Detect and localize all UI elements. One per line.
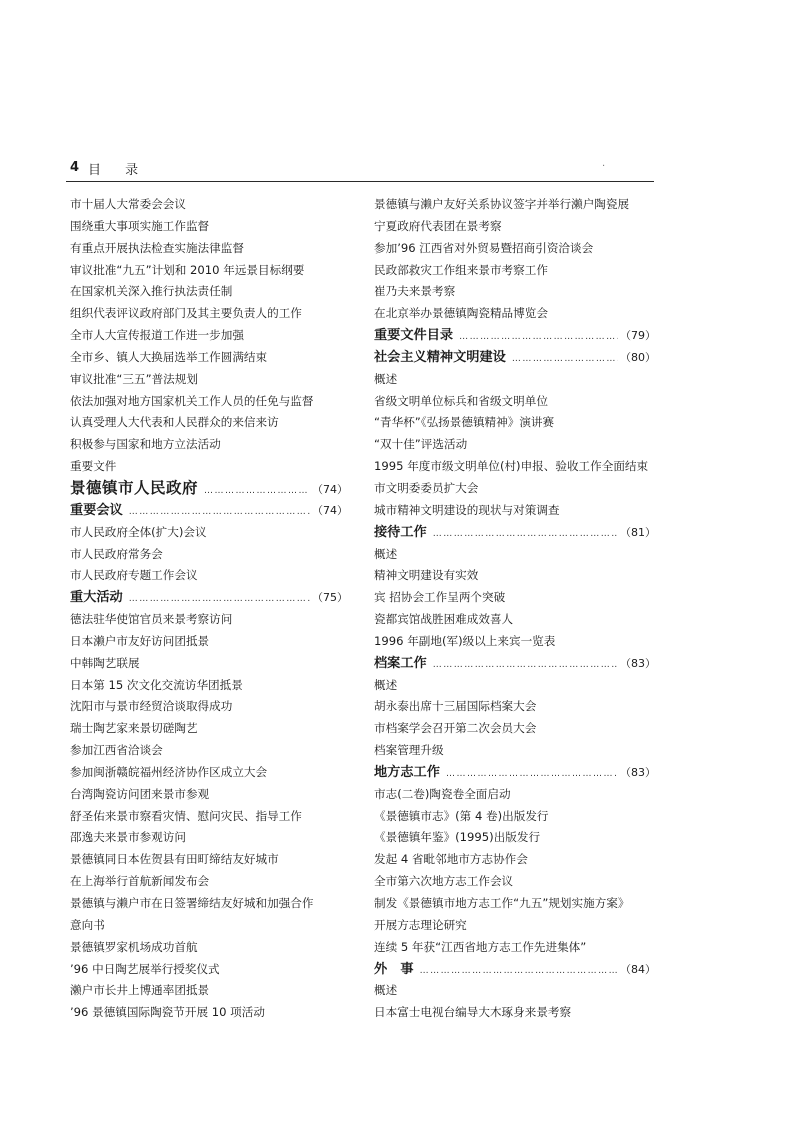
toc-entry: 1995 年度市级文明单位(村)申报、验收工作全面结束	[374, 459, 649, 474]
toc-entry: 参加闽浙赣皖福州经济协作区成立大会	[70, 764, 268, 779]
section-page-number: （74）	[312, 503, 348, 517]
toc-entry: 《景德镇年鉴》(1995)出版发行	[374, 830, 541, 845]
toc-entry: 在北京举办景德镇陶瓷精品博览会	[374, 306, 548, 321]
dot-leader	[204, 481, 310, 500]
toc-entry: 制发《景德镇市地方志工作“九五”规划实施方案》	[374, 896, 630, 910]
dot-leader	[446, 764, 618, 784]
toc-section-heading	[374, 347, 656, 369]
toc-entry: 连续 5 年获“江西省地方志工作先进集体”	[374, 939, 587, 954]
toc-section-heading	[374, 959, 656, 981]
section-page-number: （84）	[620, 962, 656, 976]
toc-section-heading	[374, 653, 656, 675]
page-number: 4	[70, 160, 80, 175]
toc-entry: 舒圣佑来景市察看灾情、慰问灾民、指导工作	[70, 808, 302, 823]
toc-entry: 省级文明单位标兵和省级文明单位	[374, 393, 548, 408]
toc-entry: 意向书	[70, 917, 105, 932]
toc-right-column	[374, 194, 656, 1024]
toc-entry: 依法加强对地方国家机关工作人员的任免与监督	[70, 393, 314, 408]
toc-entry: 濑户市长井上博通率团抵景	[70, 983, 210, 998]
toc-entry: 市档案学会召开第二次会员大会	[374, 721, 537, 736]
section-page-number: （74）	[312, 482, 348, 496]
toc-entry: 审议批准“三五”普法规划	[70, 371, 198, 386]
toc-entry: 参加’96 江西省对外贸易暨招商引资洽谈会	[374, 240, 594, 255]
toc-entry: 景德镇与濑户友好关系协议签字并举行濑户陶瓷展	[374, 197, 630, 211]
toc-entry: “青华杯”《弘扬景德镇精神》演讲赛	[374, 415, 555, 430]
toc-entry: 宁夏政府代表团在景考察	[374, 218, 502, 233]
toc-entry: 概述	[374, 983, 398, 998]
toc-major-heading	[70, 478, 348, 500]
section-title: 接待工作	[374, 524, 427, 540]
toc-entry: 在上海举行首航新闻发布会	[70, 874, 210, 889]
toc-entry: 市志(二卷)陶瓷卷全面启动	[374, 786, 511, 801]
toc-entry: 景德镇同日本佐贺县有田町缔结友好城市	[70, 852, 279, 867]
toc-entry: 概述	[374, 546, 398, 561]
section-title: 社会主义精神文明建设	[374, 349, 506, 365]
toc-entry: 日本第 15 次文化交流访华团抵景	[70, 677, 243, 692]
toc-entry: 围绕重大事项实施工作监督	[70, 218, 210, 233]
dot-leader	[433, 655, 618, 675]
toc-entry: 日本濑户市友好访问团抵景	[70, 633, 210, 648]
toc-entry: 城市精神文明建设的现状与对策调查	[374, 502, 560, 517]
section-title: 档案工作	[374, 655, 427, 671]
toc-entry: 全市乡、镇人大换届选举工作圆满结束	[70, 349, 268, 364]
header-title: 目 录	[88, 163, 149, 178]
section-page-number: （81）	[620, 525, 656, 539]
toc-section-heading	[70, 500, 348, 522]
toc-entry: 德法驻华使馆官员来景考察访问	[70, 612, 233, 627]
section-page-number: （83）	[620, 656, 656, 670]
toc-entry: 认真受理人大代表和人民群众的来信来访	[70, 415, 279, 430]
toc-entry: 市人民政府全体(扩大)会议	[70, 524, 207, 539]
section-page-number: （79）	[620, 329, 656, 343]
toc-entry: 邵逸夫来景市参观访问	[70, 830, 186, 845]
toc-entry: 重要文件	[70, 459, 117, 474]
toc-entry: 沈阳市与景市经贸洽谈取得成功	[70, 699, 233, 714]
toc-entry: 瓷都宾馆战胜困难成效喜人	[374, 612, 514, 627]
toc-entry: 市十届人大常委会会议	[70, 197, 186, 211]
toc-entry: 宾 招协会工作呈两个突破	[374, 590, 506, 605]
dot-leader	[129, 589, 310, 609]
section-title: 重要文件目录	[374, 328, 454, 344]
section-page-number: （80）	[620, 350, 656, 364]
toc-entry: 胡永泰出席十三届国际档案大会	[374, 699, 537, 714]
dot-leader	[459, 327, 618, 347]
toc-entry: 在国家机关深入推行执法责任制	[70, 284, 233, 299]
toc-entry: 精神文明建设有实效	[374, 568, 479, 583]
toc-entry: 开展方志理论研究	[374, 917, 467, 932]
header-dot: .	[602, 158, 606, 169]
toc-entry: 台湾陶瓷访问团来景市参观	[70, 786, 210, 801]
toc-entry: 1996 年副地(军)级以上来宾一览表	[374, 633, 556, 648]
toc-entry: 档案管理升级	[374, 743, 444, 758]
toc-entry: 积极参与国家和地方立法活动	[70, 437, 221, 452]
toc-entry: 景德镇罗家机场成功首航	[70, 939, 198, 954]
toc-entry: 概述	[374, 677, 398, 692]
toc-entry: 日本富士电视台编导大木琢身来景考察	[374, 1005, 572, 1020]
toc-left-column	[70, 194, 348, 1024]
toc-entry: 景德镇与濑户市在日签署缔结友好城和加强合作	[70, 896, 314, 910]
section-title: 地方志工作	[374, 764, 440, 780]
toc-entry: 发起 4 省毗邻地市方志协作会	[374, 852, 528, 867]
toc-entry: ’96 景德镇国际陶瓷节开展 10 项活动	[70, 1005, 265, 1020]
toc-section-heading	[374, 325, 656, 347]
dot-leader	[433, 524, 618, 544]
toc-section-heading	[374, 522, 656, 544]
toc-entry: ’96 中日陶艺展举行授奖仪式	[70, 961, 220, 976]
toc-entry: 瑞士陶艺家来景切磋陶艺	[70, 721, 198, 736]
toc-entry: 概述	[374, 371, 398, 386]
toc-entry: 全市人大宣传报道工作进一步加强	[70, 328, 244, 343]
toc-section-heading	[70, 587, 348, 609]
dot-leader	[512, 349, 618, 369]
toc-entry: “双十佳”评选活动	[374, 437, 468, 452]
toc-entry: 审议批准“九五”计划和 2010 年远景目标纲要	[70, 262, 305, 277]
toc-entry: 全市第六次地方志工作会议	[374, 874, 514, 889]
dot-leader	[129, 502, 310, 522]
section-title: 景德镇市人民政府	[70, 478, 199, 497]
toc-entry: 参加江西省洽谈会	[70, 743, 163, 758]
section-title: 外 事	[374, 961, 414, 977]
toc-section-heading	[374, 762, 656, 784]
toc-entry: 市文明委委员扩大会	[374, 480, 479, 495]
dot-leader	[420, 961, 618, 981]
toc-entry: 有重点开展执法检查实施法律监督	[70, 240, 244, 255]
toc-entry: 市人民政府常务会	[70, 546, 163, 561]
section-page-number: （75）	[312, 591, 348, 605]
section-page-number: （83）	[620, 765, 656, 779]
section-title: 重大活动	[70, 590, 123, 606]
toc-entry: 中韩陶艺联展	[70, 655, 140, 670]
toc-entry: 《景德镇市志》(第 4 卷)出版发行	[374, 808, 549, 823]
section-title: 重要会议	[70, 502, 123, 518]
toc-entry: 民政部救灾工作组来景市考察工作	[374, 262, 548, 277]
header-rule	[66, 181, 654, 182]
running-header	[66, 158, 656, 180]
toc-entry: 崔乃夫来景考察	[374, 284, 456, 299]
toc-entry: 市人民政府专题工作会议	[70, 568, 198, 583]
toc-entry: 组织代表评议政府部门及其主要负责人的工作	[70, 306, 302, 321]
